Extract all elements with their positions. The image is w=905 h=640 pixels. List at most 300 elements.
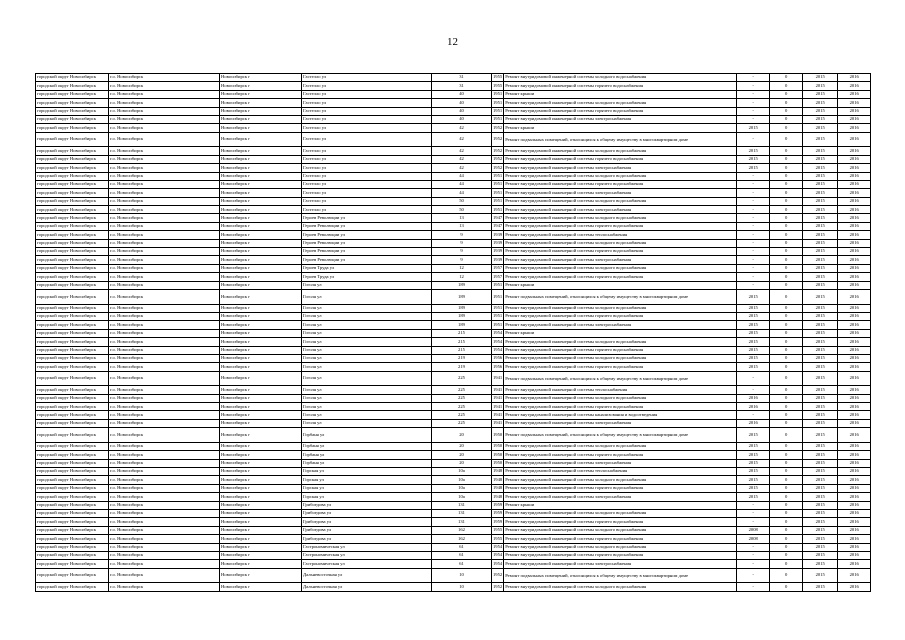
municipality-cell: городской округ Новосибирск	[36, 346, 109, 354]
table-row	[36, 281, 871, 289]
build-year-cell: 1951	[492, 197, 504, 205]
table-row	[36, 518, 871, 526]
settlement-cell: г.о. Новосибирск	[109, 90, 220, 98]
municipality-cell: городской округ Новосибирск	[36, 214, 109, 222]
municipality-cell: городской округ Новосибирск	[36, 338, 109, 346]
work-type-cell: Ремонт внутридомовой инженерной системы холодного водоснабжения	[504, 239, 737, 247]
table-row	[36, 312, 871, 320]
house-number-cell: 225	[432, 394, 492, 402]
settlement-cell: г.о. Новосибирск	[109, 304, 220, 312]
house-number-cell: 10	[432, 583, 492, 591]
plan-end-year-cell: 2016	[838, 172, 871, 180]
table-row	[36, 155, 871, 163]
cost-cell: 0	[770, 214, 803, 222]
house-number-cell: 61	[432, 543, 492, 551]
work-type-cell: Ремонт внутридомовой инженерной системы холодного водоснабжения	[504, 442, 737, 450]
build-year-cell: 1941	[492, 386, 504, 394]
plan-end-year-cell: 2016	[838, 551, 871, 559]
last-repair-year-cell: -	[737, 518, 770, 526]
table-row	[36, 90, 871, 98]
plan-end-year-cell: 2016	[838, 329, 871, 337]
last-repair-year-cell: -	[737, 180, 770, 188]
house-number-cell: 20	[432, 428, 492, 443]
build-year-cell: 1955	[492, 526, 504, 534]
work-type-cell: Ремонт внутридомовой инженерной системы холодного водоснабжения	[504, 172, 737, 180]
plan-start-year-cell: 2015	[803, 428, 838, 443]
plan-start-year-cell: 2015	[803, 568, 838, 583]
cost-cell: 0	[770, 363, 803, 371]
street-cell: Гоголя ул	[302, 346, 432, 354]
cost-cell: 0	[770, 551, 803, 559]
settlement-cell: г.о. Новосибирск	[109, 273, 220, 281]
cost-cell: 0	[770, 164, 803, 172]
house-number-cell: 42	[432, 132, 492, 147]
settlement-cell: г.о. Новосибирск	[109, 189, 220, 197]
cost-cell: 0	[770, 304, 803, 312]
municipality-cell: городской округ Новосибирск	[36, 476, 109, 484]
street-cell: Гастелло ул	[302, 172, 432, 180]
cost-cell: 0	[770, 329, 803, 337]
build-year-cell: 1959	[492, 509, 504, 517]
work-type-cell: Ремонт внутридомовой инженерной системы холодного водоснабжения	[504, 74, 737, 82]
plan-end-year-cell: 2016	[838, 386, 871, 394]
street-cell: Горская ул	[302, 484, 432, 492]
cost-cell: 0	[770, 197, 803, 205]
table-row	[36, 386, 871, 394]
table-row	[36, 428, 871, 443]
house-number-cell: 50	[432, 197, 492, 205]
city-cell: Новосибирск г	[220, 264, 302, 272]
work-type-cell: Ремонт внутридомовой инженерной системы горячего водоснабжения	[504, 484, 737, 492]
city-cell: Новосибирск г	[220, 509, 302, 517]
table-row	[36, 222, 871, 230]
last-repair-year-cell: 2015	[737, 493, 770, 501]
city-cell: Новосибирск г	[220, 518, 302, 526]
municipality-cell: городской округ Новосибирск	[36, 256, 109, 264]
last-repair-year-cell: -	[737, 107, 770, 115]
settlement-cell: г.о. Новосибирск	[109, 583, 220, 591]
work-type-cell: Ремонт внутридомовой инженерной системы горячего водоснабжения	[504, 346, 737, 354]
work-type-cell: Ремонт внутридомовой инженерной системы холодного водоснабжения	[504, 214, 737, 222]
table-row	[36, 147, 871, 155]
plan-start-year-cell: 2015	[803, 354, 838, 362]
build-year-cell: 1954	[492, 551, 504, 559]
cost-cell: 0	[770, 222, 803, 230]
work-type-cell: Ремонт крыши	[504, 281, 737, 289]
house-number-cell: 13	[432, 222, 492, 230]
municipality-cell: городской округ Новосибирск	[36, 386, 109, 394]
cost-cell: 0	[770, 289, 803, 304]
work-type-cell: Ремонт внутридомовой инженерной системы электроснабжения	[504, 419, 737, 427]
work-type-cell: Ремонт внутридомовой инженерной системы холодного водоснабжения	[504, 583, 737, 591]
cost-cell: 0	[770, 543, 803, 551]
city-cell: Новосибирск г	[220, 107, 302, 115]
street-cell: Гоголя ул	[302, 329, 432, 337]
build-year-cell: 1941	[492, 419, 504, 427]
last-repair-year-cell: 2015	[737, 346, 770, 354]
plan-end-year-cell: 2016	[838, 197, 871, 205]
build-year-cell: 1952	[492, 568, 504, 583]
last-repair-year-cell: 2016	[737, 419, 770, 427]
street-cell: Гоголя ул	[302, 281, 432, 289]
plan-start-year-cell: 2015	[803, 264, 838, 272]
city-cell: Новосибирск г	[220, 493, 302, 501]
street-cell: Гоголя ул	[302, 363, 432, 371]
plan-end-year-cell: 2016	[838, 180, 871, 188]
build-year-cell: 1954	[492, 346, 504, 354]
plan-start-year-cell: 2015	[803, 346, 838, 354]
plan-end-year-cell: 2016	[838, 248, 871, 256]
plan-end-year-cell: 2016	[838, 476, 871, 484]
cost-cell: 0	[770, 281, 803, 289]
plan-start-year-cell: 2015	[803, 476, 838, 484]
settlement-cell: г.о. Новосибирск	[109, 543, 220, 551]
table-row	[36, 535, 871, 543]
work-type-cell: Ремонт внутридомовой инженерной системы горячего водоснабжения	[504, 535, 737, 543]
plan-end-year-cell: 2016	[838, 206, 871, 214]
settlement-cell: г.о. Новосибирск	[109, 74, 220, 82]
settlement-cell: г.о. Новосибирск	[109, 403, 220, 411]
table-body	[36, 74, 871, 592]
table-row	[36, 501, 871, 509]
table-row	[36, 172, 871, 180]
street-cell: Гастелло ул	[302, 90, 432, 98]
cost-cell: 0	[770, 526, 803, 534]
plan-start-year-cell: 2015	[803, 107, 838, 115]
work-type-cell: Ремонт внутридомовой инженерной системы электроснабжения	[504, 459, 737, 467]
cost-cell: 0	[770, 560, 803, 568]
city-cell: Новосибирск г	[220, 451, 302, 459]
plan-start-year-cell: 2015	[803, 312, 838, 320]
build-year-cell: 1951	[492, 189, 504, 197]
plan-end-year-cell: 2016	[838, 304, 871, 312]
street-cell: Гоголя ул	[302, 419, 432, 427]
settlement-cell: г.о. Новосибирск	[109, 231, 220, 239]
city-cell: Новосибирск г	[220, 442, 302, 450]
municipality-cell: городской округ Новосибирск	[36, 403, 109, 411]
settlement-cell: г.о. Новосибирск	[109, 172, 220, 180]
table-row	[36, 264, 871, 272]
municipality-cell: городской округ Новосибирск	[36, 354, 109, 362]
work-type-cell: Ремонт внутридомовой инженерной системы холодного водоснабжения	[504, 99, 737, 107]
cost-cell: 0	[770, 273, 803, 281]
settlement-cell: г.о. Новосибирск	[109, 518, 220, 526]
street-cell: Дальневосточная ул	[302, 568, 432, 583]
city-cell: Новосибирск г	[220, 543, 302, 551]
work-type-cell: Ремонт внутридомовой инженерной системы холодного водоснабжения	[504, 543, 737, 551]
settlement-cell: г.о. Новосибирск	[109, 560, 220, 568]
build-year-cell: 1950	[492, 459, 504, 467]
plan-end-year-cell: 2016	[838, 273, 871, 281]
municipality-cell: городской округ Новосибирск	[36, 568, 109, 583]
municipality-cell: городской округ Новосибирск	[36, 107, 109, 115]
table-row	[36, 476, 871, 484]
cost-cell: 0	[770, 82, 803, 90]
street-cell: Гастелло ул	[302, 155, 432, 163]
city-cell: Новосибирск г	[220, 411, 302, 419]
settlement-cell: г.о. Новосибирск	[109, 493, 220, 501]
street-cell: Гоголя ул	[302, 394, 432, 402]
build-year-cell: 1939	[492, 256, 504, 264]
cost-cell: 0	[770, 411, 803, 419]
work-type-cell: Ремонт внутридомовой инженерной системы горячего водоснабжения	[504, 248, 737, 256]
city-cell: Новосибирск г	[220, 484, 302, 492]
plan-end-year-cell: 2016	[838, 468, 871, 476]
settlement-cell: г.о. Новосибирск	[109, 394, 220, 402]
house-number-cell: 40	[432, 115, 492, 123]
plan-start-year-cell: 2015	[803, 256, 838, 264]
work-type-cell: Ремонт внутридомовой инженерной системы горячего водоснабжения	[504, 518, 737, 526]
table-row	[36, 568, 871, 583]
municipality-cell: городской округ Новосибирск	[36, 312, 109, 320]
cost-cell: 0	[770, 476, 803, 484]
settlement-cell: г.о. Новосибирск	[109, 155, 220, 163]
table-row	[36, 115, 871, 123]
work-type-cell: Ремонт внутридомовой инженерной системы горячего водоснабжения	[504, 551, 737, 559]
table-row	[36, 273, 871, 281]
city-cell: Новосибирск г	[220, 526, 302, 534]
build-year-cell: 1951	[492, 321, 504, 329]
municipality-cell: городской округ Новосибирск	[36, 543, 109, 551]
build-year-cell: 1957	[492, 264, 504, 272]
plan-start-year-cell: 2015	[803, 493, 838, 501]
cost-cell: 0	[770, 509, 803, 517]
street-cell: Гастелло ул	[302, 180, 432, 188]
cost-cell: 0	[770, 394, 803, 402]
house-number-cell: 225	[432, 403, 492, 411]
house-number-cell: 215	[432, 346, 492, 354]
settlement-cell: г.о. Новосибирск	[109, 354, 220, 362]
build-year-cell: 1941	[492, 394, 504, 402]
house-number-cell: 44	[432, 172, 492, 180]
plan-start-year-cell: 2015	[803, 172, 838, 180]
city-cell: Новосибирск г	[220, 124, 302, 132]
plan-end-year-cell: 2016	[838, 107, 871, 115]
last-repair-year-cell: -	[737, 189, 770, 197]
municipality-cell: городской округ Новосибирск	[36, 90, 109, 98]
municipality-cell: городской округ Новосибирск	[36, 124, 109, 132]
plan-start-year-cell: 2015	[803, 115, 838, 123]
last-repair-year-cell: -	[737, 551, 770, 559]
last-repair-year-cell: 2016	[737, 403, 770, 411]
plan-end-year-cell: 2016	[838, 155, 871, 163]
plan-end-year-cell: 2016	[838, 90, 871, 98]
street-cell: Грибоедова ул	[302, 535, 432, 543]
municipality-cell: городской округ Новосибирск	[36, 509, 109, 517]
last-repair-year-cell: -	[737, 371, 770, 386]
street-cell: Горбаня ул	[302, 428, 432, 443]
street-cell: Героев Революции ул	[302, 231, 432, 239]
cost-cell: 0	[770, 501, 803, 509]
house-number-cell: 131	[432, 501, 492, 509]
settlement-cell: г.о. Новосибирск	[109, 99, 220, 107]
work-type-cell: Ремонт подвальных помещений, относящихся к общему имуществу в многоквартирном доме	[504, 568, 737, 583]
build-year-cell: 1951	[492, 99, 504, 107]
municipality-cell: городской округ Новосибирск	[36, 484, 109, 492]
plan-end-year-cell: 2016	[838, 99, 871, 107]
municipality-cell: городской округ Новосибирск	[36, 501, 109, 509]
work-type-cell: Ремонт внутридомовой инженерной системы горячего водоснабжения	[504, 107, 737, 115]
plan-start-year-cell: 2015	[803, 526, 838, 534]
settlement-cell: г.о. Новосибирск	[109, 509, 220, 517]
settlement-cell: г.о. Новосибирск	[109, 329, 220, 337]
work-type-cell: Ремонт внутридомовой инженерной системы горячего водоснабжения	[504, 312, 737, 320]
municipality-cell: городской округ Новосибирск	[36, 172, 109, 180]
build-year-cell: 1952	[492, 155, 504, 163]
build-year-cell: 1951	[492, 107, 504, 115]
plan-start-year-cell: 2015	[803, 214, 838, 222]
last-repair-year-cell: 2015	[737, 329, 770, 337]
street-cell: Героев Труда ул	[302, 264, 432, 272]
settlement-cell: г.о. Новосибирск	[109, 459, 220, 467]
city-cell: Новосибирск г	[220, 363, 302, 371]
plan-start-year-cell: 2015	[803, 273, 838, 281]
plan-end-year-cell: 2016	[838, 518, 871, 526]
plan-end-year-cell: 2016	[838, 419, 871, 427]
plan-start-year-cell: 2015	[803, 518, 838, 526]
plan-end-year-cell: 2016	[838, 312, 871, 320]
city-cell: Новосибирск г	[220, 560, 302, 568]
work-type-cell: Ремонт внутридомовой инженерной системы канализования и водоотведения	[504, 411, 737, 419]
city-cell: Новосибирск г	[220, 304, 302, 312]
work-type-cell: Ремонт внутридомовой инженерной системы электроснабжения	[504, 115, 737, 123]
plan-end-year-cell: 2016	[838, 164, 871, 172]
street-cell: Гоголя ул	[302, 386, 432, 394]
table-row	[36, 189, 871, 197]
house-number-cell: 189	[432, 304, 492, 312]
house-number-cell: 61	[432, 560, 492, 568]
municipality-cell: городской округ Новосибирск	[36, 281, 109, 289]
settlement-cell: г.о. Новосибирск	[109, 526, 220, 534]
house-number-cell: 189	[432, 321, 492, 329]
cost-cell: 0	[770, 248, 803, 256]
settlement-cell: г.о. Новосибирск	[109, 468, 220, 476]
plan-start-year-cell: 2015	[803, 442, 838, 450]
work-type-cell: Ремонт крыши	[504, 90, 737, 98]
table-row	[36, 82, 871, 90]
work-type-cell: Ремонт внутридомовой инженерной системы теплоснабжения	[504, 386, 737, 394]
city-cell: Новосибирск г	[220, 459, 302, 467]
street-cell: Гастелло ул	[302, 206, 432, 214]
cost-cell: 0	[770, 451, 803, 459]
plan-end-year-cell: 2016	[838, 289, 871, 304]
plan-start-year-cell: 2015	[803, 281, 838, 289]
settlement-cell: г.о. Новосибирск	[109, 164, 220, 172]
city-cell: Новосибирск г	[220, 273, 302, 281]
last-repair-year-cell: -	[737, 222, 770, 230]
last-repair-year-cell: -	[737, 256, 770, 264]
municipality-cell: городской округ Новосибирск	[36, 583, 109, 591]
plan-end-year-cell: 2016	[838, 256, 871, 264]
plan-end-year-cell: 2016	[838, 214, 871, 222]
plan-end-year-cell: 2016	[838, 338, 871, 346]
work-type-cell: Ремонт внутридомовой инженерной системы холодного водоснабжения	[504, 197, 737, 205]
plan-start-year-cell: 2015	[803, 132, 838, 147]
plan-end-year-cell: 2016	[838, 354, 871, 362]
work-type-cell: Ремонт внутридомовой инженерной системы теплоснабжения	[504, 231, 737, 239]
plan-end-year-cell: 2016	[838, 189, 871, 197]
table-row	[36, 411, 871, 419]
plan-start-year-cell: 2015	[803, 248, 838, 256]
plan-end-year-cell: 2016	[838, 509, 871, 517]
street-cell: Гастелло ул	[302, 115, 432, 123]
city-cell: Новосибирск г	[220, 321, 302, 329]
last-repair-year-cell: 2015	[737, 155, 770, 163]
municipality-cell: городской округ Новосибирск	[36, 304, 109, 312]
municipality-cell: городской округ Новосибирск	[36, 74, 109, 82]
build-year-cell: 1952	[492, 132, 504, 147]
table-row	[36, 197, 871, 205]
plan-end-year-cell: 2016	[838, 124, 871, 132]
cost-cell: 0	[770, 231, 803, 239]
last-repair-year-cell: -	[737, 248, 770, 256]
city-cell: Новосибирск г	[220, 74, 302, 82]
settlement-cell: г.о. Новосибирск	[109, 312, 220, 320]
street-cell: Горбаня ул	[302, 442, 432, 450]
city-cell: Новосибирск г	[220, 289, 302, 304]
plan-end-year-cell: 2016	[838, 560, 871, 568]
city-cell: Новосибирск г	[220, 172, 302, 180]
settlement-cell: г.о. Новосибирск	[109, 239, 220, 247]
house-number-cell: 40	[432, 90, 492, 98]
build-year-cell: 1951	[492, 304, 504, 312]
cost-cell: 0	[770, 239, 803, 247]
cost-cell: 0	[770, 338, 803, 346]
city-cell: Новосибирск г	[220, 354, 302, 362]
municipality-cell: городской округ Новосибирск	[36, 321, 109, 329]
street-cell: Героев Революции ул	[302, 256, 432, 264]
build-year-cell: 1947	[492, 214, 504, 222]
last-repair-year-cell: 2015	[737, 338, 770, 346]
house-number-cell: 215	[432, 338, 492, 346]
work-type-cell: Ремонт внутридомовой инженерной системы холодного водоснабжения	[504, 304, 737, 312]
municipality-cell: городской округ Новосибирск	[36, 442, 109, 450]
house-number-cell: 225	[432, 386, 492, 394]
last-repair-year-cell: -	[737, 132, 770, 147]
house-number-cell: 40	[432, 99, 492, 107]
municipality-cell: городской округ Новосибирск	[36, 115, 109, 123]
house-number-cell: 225	[432, 419, 492, 427]
municipality-cell: городской округ Новосибирск	[36, 428, 109, 443]
house-number-cell: 131	[432, 509, 492, 517]
plan-end-year-cell: 2016	[838, 583, 871, 591]
house-number-cell: 31	[432, 74, 492, 82]
table-row	[36, 329, 871, 337]
city-cell: Новосибирск г	[220, 147, 302, 155]
plan-start-year-cell: 2015	[803, 363, 838, 371]
settlement-cell: г.о. Новосибирск	[109, 476, 220, 484]
last-repair-year-cell: -	[737, 273, 770, 281]
municipality-cell: городской округ Новосибирск	[36, 493, 109, 501]
table-row	[36, 289, 871, 304]
work-type-cell: Ремонт внутридомовой инженерной системы электроснабжения	[504, 189, 737, 197]
city-cell: Новосибирск г	[220, 428, 302, 443]
last-repair-year-cell: 2015	[737, 312, 770, 320]
plan-end-year-cell: 2016	[838, 147, 871, 155]
municipality-cell: городской округ Новосибирск	[36, 363, 109, 371]
table-row	[36, 214, 871, 222]
municipality-cell: городской округ Новосибирск	[36, 371, 109, 386]
plan-start-year-cell: 2015	[803, 206, 838, 214]
work-type-cell: Ремонт внутридомовой инженерной системы горячего водоснабжения	[504, 403, 737, 411]
cost-cell: 0	[770, 90, 803, 98]
plan-end-year-cell: 2016	[838, 371, 871, 386]
city-cell: Новосибирск г	[220, 535, 302, 543]
work-type-cell: Ремонт внутридомовой инженерной системы горячего водоснабжения	[504, 82, 737, 90]
cost-cell: 0	[770, 107, 803, 115]
plan-start-year-cell: 2015	[803, 551, 838, 559]
municipality-cell: городской округ Новосибирск	[36, 526, 109, 534]
